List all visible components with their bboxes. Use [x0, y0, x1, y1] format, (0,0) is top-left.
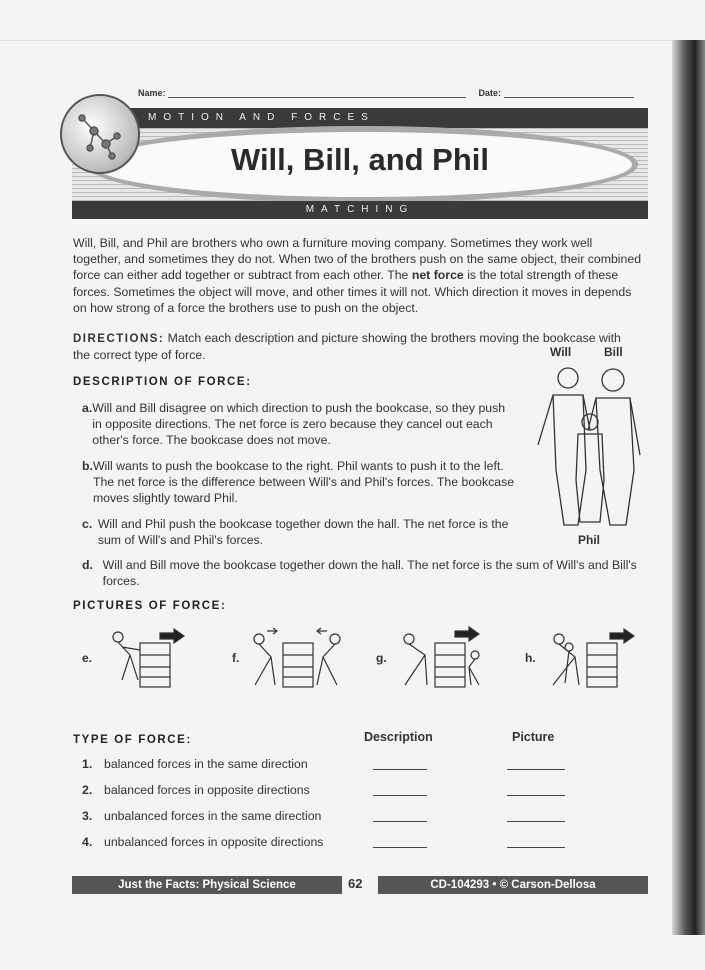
row-text: balanced forces in the same direction — [104, 757, 308, 771]
activity-band — [72, 201, 648, 219]
directions-text: Match each description and picture showing the brothers moving the bookcase with the correct type of force. — [73, 331, 621, 363]
description-blank-3[interactable] — [373, 821, 427, 822]
footer-book — [72, 876, 342, 894]
row-number: 4. — [82, 835, 93, 849]
description-blank-2[interactable] — [373, 795, 427, 796]
title-box — [72, 128, 648, 201]
picture-blank-1[interactable] — [507, 769, 565, 770]
type-row-2 — [82, 783, 310, 797]
picture-g-illustration — [395, 625, 505, 690]
unit-band — [72, 108, 648, 128]
will-label: Will — [550, 345, 572, 359]
footer-book-title: Just the Facts: Physical Science — [118, 879, 296, 891]
type-row-4 — [82, 835, 323, 849]
type-row-3 — [82, 809, 321, 823]
picture-blank-2[interactable] — [507, 795, 565, 796]
description-column-header: Description — [364, 730, 433, 744]
unit-label: MOTION AND FORCES — [148, 112, 375, 123]
date-label: Date: — [478, 88, 502, 98]
picture-h-illustration — [545, 625, 640, 690]
row-text: balanced forces in opposite directions — [104, 783, 310, 797]
picture-g-label: g. — [376, 651, 387, 665]
molecule-icon — [60, 94, 140, 174]
picture-blank-4[interactable] — [507, 847, 565, 848]
name-date-line — [138, 88, 634, 98]
intro-text: Will, Bill, and Phil are brothers who own a furniture moving company. Sometimes they work well together, and sometimes they do not. When two of the brothers push on the same object, their combined force can either add together or subtract from each other. The — [73, 236, 642, 283]
picture-blank-3[interactable] — [507, 821, 565, 822]
letter: a. — [82, 401, 93, 415]
pictures-heading: PICTURES OF FORCE: — [73, 600, 227, 612]
row-number: 1. — [82, 757, 93, 771]
scan-edge-top — [0, 40, 705, 41]
description-text: Will and Bill disagree on which direction to push the bookcase, so they push in opposite directions. The net force is zero because they cancel out each other's force. The bookcase does not move. — [92, 401, 506, 447]
description-text: Will wants to push the bookcase to the right. Phil wants to push it to the left. The net force is the difference between Will's and Phil's forces. The bookcase moves slightly toward Phil. — [92, 459, 515, 505]
type-row-1 — [82, 757, 308, 771]
date-field[interactable] — [504, 97, 634, 98]
picture-e-illustration — [100, 625, 190, 690]
description-c — [82, 516, 514, 548]
letter: b. — [82, 459, 93, 473]
description-d — [82, 557, 642, 589]
picture-h-label: h. — [525, 651, 536, 665]
row-number: 3. — [82, 809, 93, 823]
row-text: unbalanced forces in the same direction — [104, 809, 322, 823]
intro-paragraph — [73, 235, 643, 316]
picture-e-label: e. — [82, 651, 93, 665]
phil-label: Phil — [578, 533, 601, 547]
description-text: Will and Bill move the bookcase together down the hall. The net force is the sum of Will's and Bill's forces. — [102, 558, 637, 588]
letter: c. — [82, 517, 93, 531]
letter: d. — [82, 558, 93, 572]
picture-f-illustration — [245, 625, 355, 690]
scan-edge-right — [672, 40, 705, 935]
row-text: unbalanced forces in opposite directions — [104, 835, 324, 849]
description-heading: DESCRIPTION OF FORCE: — [73, 376, 252, 388]
page-title: Will, Bill, and Phil — [230, 142, 490, 177]
footer-code — [378, 876, 648, 894]
activity-label: MATCHING — [305, 204, 415, 215]
page-number: 62 — [348, 876, 363, 891]
footer-copyright: CD-104293 • © Carson-Dellosa — [430, 879, 596, 891]
description-b — [82, 458, 517, 506]
description-a — [82, 400, 512, 448]
description-text: Will and Phil push the bookcase together down the hall. The net force is the sum of Will's and Phil's forces. — [97, 517, 509, 547]
intro-bold-term: net force — [411, 268, 464, 283]
name-label: Name: — [138, 88, 166, 98]
name-field[interactable] — [168, 97, 466, 98]
row-number: 2. — [82, 783, 93, 797]
picture-f-label: f. — [232, 651, 240, 665]
brothers-illustration — [528, 360, 643, 532]
description-blank-4[interactable] — [373, 847, 427, 848]
description-blank-1[interactable] — [373, 769, 427, 770]
bill-label: Bill — [604, 345, 623, 359]
intro-end-text: is the total strength of these forces. Sometimes the object will move, and other times it will not. Which direction it moves in depends on how strong of a force the brothers use to push on the object. — [73, 268, 632, 315]
type-heading: TYPE OF FORCE: — [73, 734, 192, 746]
directions-label: DIRECTIONS: — [73, 333, 165, 345]
picture-column-header: Picture — [512, 730, 555, 744]
directions — [73, 330, 633, 363]
